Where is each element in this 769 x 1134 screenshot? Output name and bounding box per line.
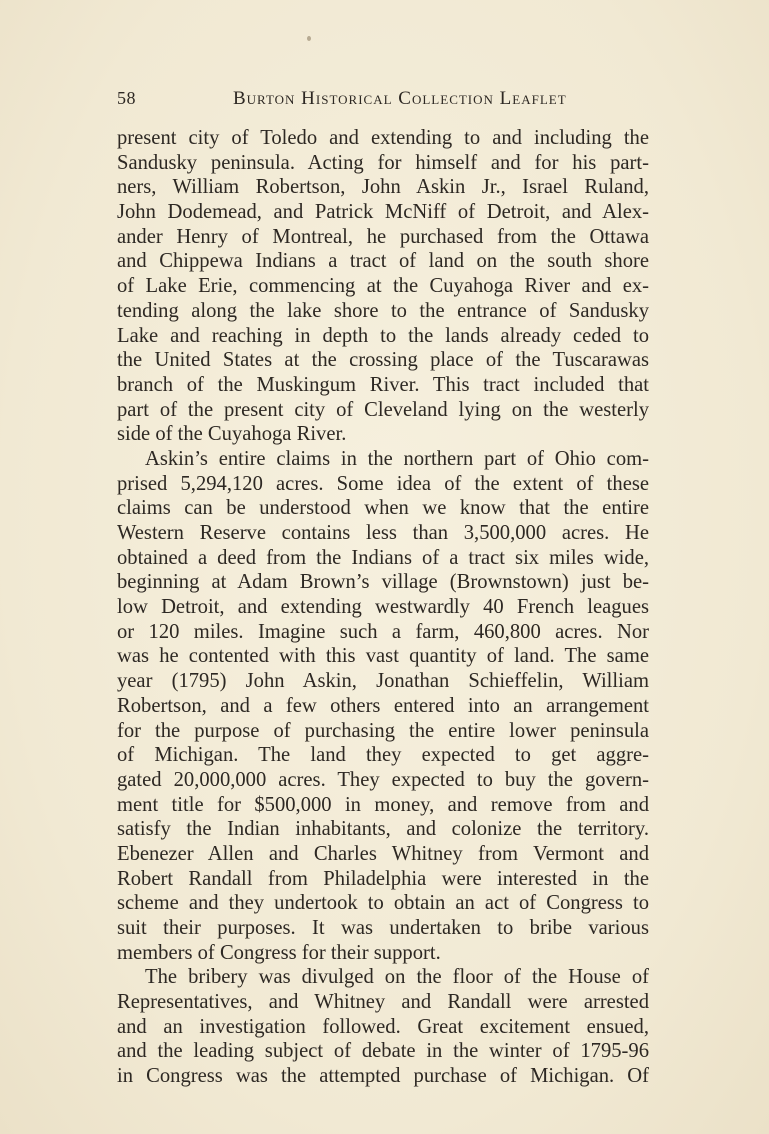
text-line: tending along the lake shore to the entrance of Sandusky [117, 299, 649, 322]
text-line: John Dodemead, and Patrick McNiff of Detroit, and Alex- [117, 201, 649, 224]
text-line: suit their purposes. It was undertaken to bribe various [117, 917, 649, 939]
text-line: in Congress was the attempted purchase of Michigan. Of [117, 1065, 649, 1088]
text-line: The bribery was divulged on the floor of the House of [145, 966, 649, 989]
text-line: scheme and they undertook to obtain an act of Congress to [117, 892, 649, 915]
text-line: the United States at the crossing place of the Tuscarawas [117, 349, 649, 372]
text-line: part of the present city of Cleveland lying on the westerly [117, 398, 649, 421]
text-line: or 120 miles. Imagine such a farm, 460,800 acres. Nor [117, 620, 649, 643]
running-head: Burton Historical Collection Leaflet [233, 88, 567, 109]
text-line: beginning at Adam Brown’s village (Brownstown) just be- [117, 571, 649, 594]
paper-speck [307, 36, 311, 41]
text-line: low Detroit, and extending westwardly 40 French leagues [117, 596, 649, 619]
text-line: members of Congress for their support. [117, 941, 441, 964]
text-line: was he contented with this vast quantity of land. The same [117, 645, 649, 668]
text-line: ment title for $500,000 in money, and remove from and [117, 793, 649, 816]
text-line: and an investigation followed. Great excitement ensued, [117, 1015, 649, 1038]
text-line: ander Henry of Montreal, he purchased from the Ottawa [117, 225, 649, 248]
text-line: branch of the Muskingum River. This tract included that [117, 373, 649, 396]
text-line: Lake and reaching in depth to the lands already ceded to [117, 324, 649, 347]
text-line: Representatives, and Whitney and Randall were arrested [117, 991, 649, 1014]
text-line: Ebenezer Allen and Charles Whitney from Vermont and [117, 842, 649, 865]
page-header [117, 88, 649, 112]
text-line: of Michigan. The land they expected to get aggre- [117, 744, 649, 767]
text-line: claims can be understood when we know that the entire [117, 497, 649, 520]
text-line: year (1795) John Askin, Jonathan Schieffelin, William [117, 670, 649, 693]
text-line: for the purpose of purchasing the entire lower peninsula [117, 719, 649, 742]
body-text [117, 126, 649, 1089]
text-line: side of the Cuyahoga River. [117, 423, 347, 446]
text-line: Robert Randall from Philadelphia were interested in the [117, 867, 649, 890]
text-line: Askin’s entire claims in the northern part of Ohio com- [145, 447, 649, 470]
text-line: and Chippewa Indians a tract of land on the south shore [117, 250, 649, 273]
text-line: satisfy the Indian inhabitants, and colonize the territory. [117, 818, 649, 841]
text-line: Sandusky peninsula. Acting for himself and for his part- [117, 151, 649, 174]
page-number: 58 [117, 88, 136, 108]
text-line: of Lake Erie, commencing at the Cuyahoga River and ex- [117, 275, 649, 298]
text-line: and the leading subject of debate in the winter of 1795-96 [117, 1040, 649, 1063]
text-line: gated 20,000,000 acres. They expected to buy the govern- [117, 768, 649, 791]
text-line: Western Reserve contains less than 3,500,000 acres. He [117, 522, 649, 544]
text-line: ners, William Robertson, John Askin Jr., Israel Ruland, [117, 176, 649, 199]
text-line: prised 5,294,120 acres. Some idea of the extent of these [117, 472, 649, 495]
text-line: obtained a deed from the Indians of a tract six miles wide, [117, 546, 649, 569]
text-line: Robertson, and a few others entered into an arrangement [117, 694, 649, 717]
text-line: present city of Toledo and extending to and including the [117, 127, 649, 149]
